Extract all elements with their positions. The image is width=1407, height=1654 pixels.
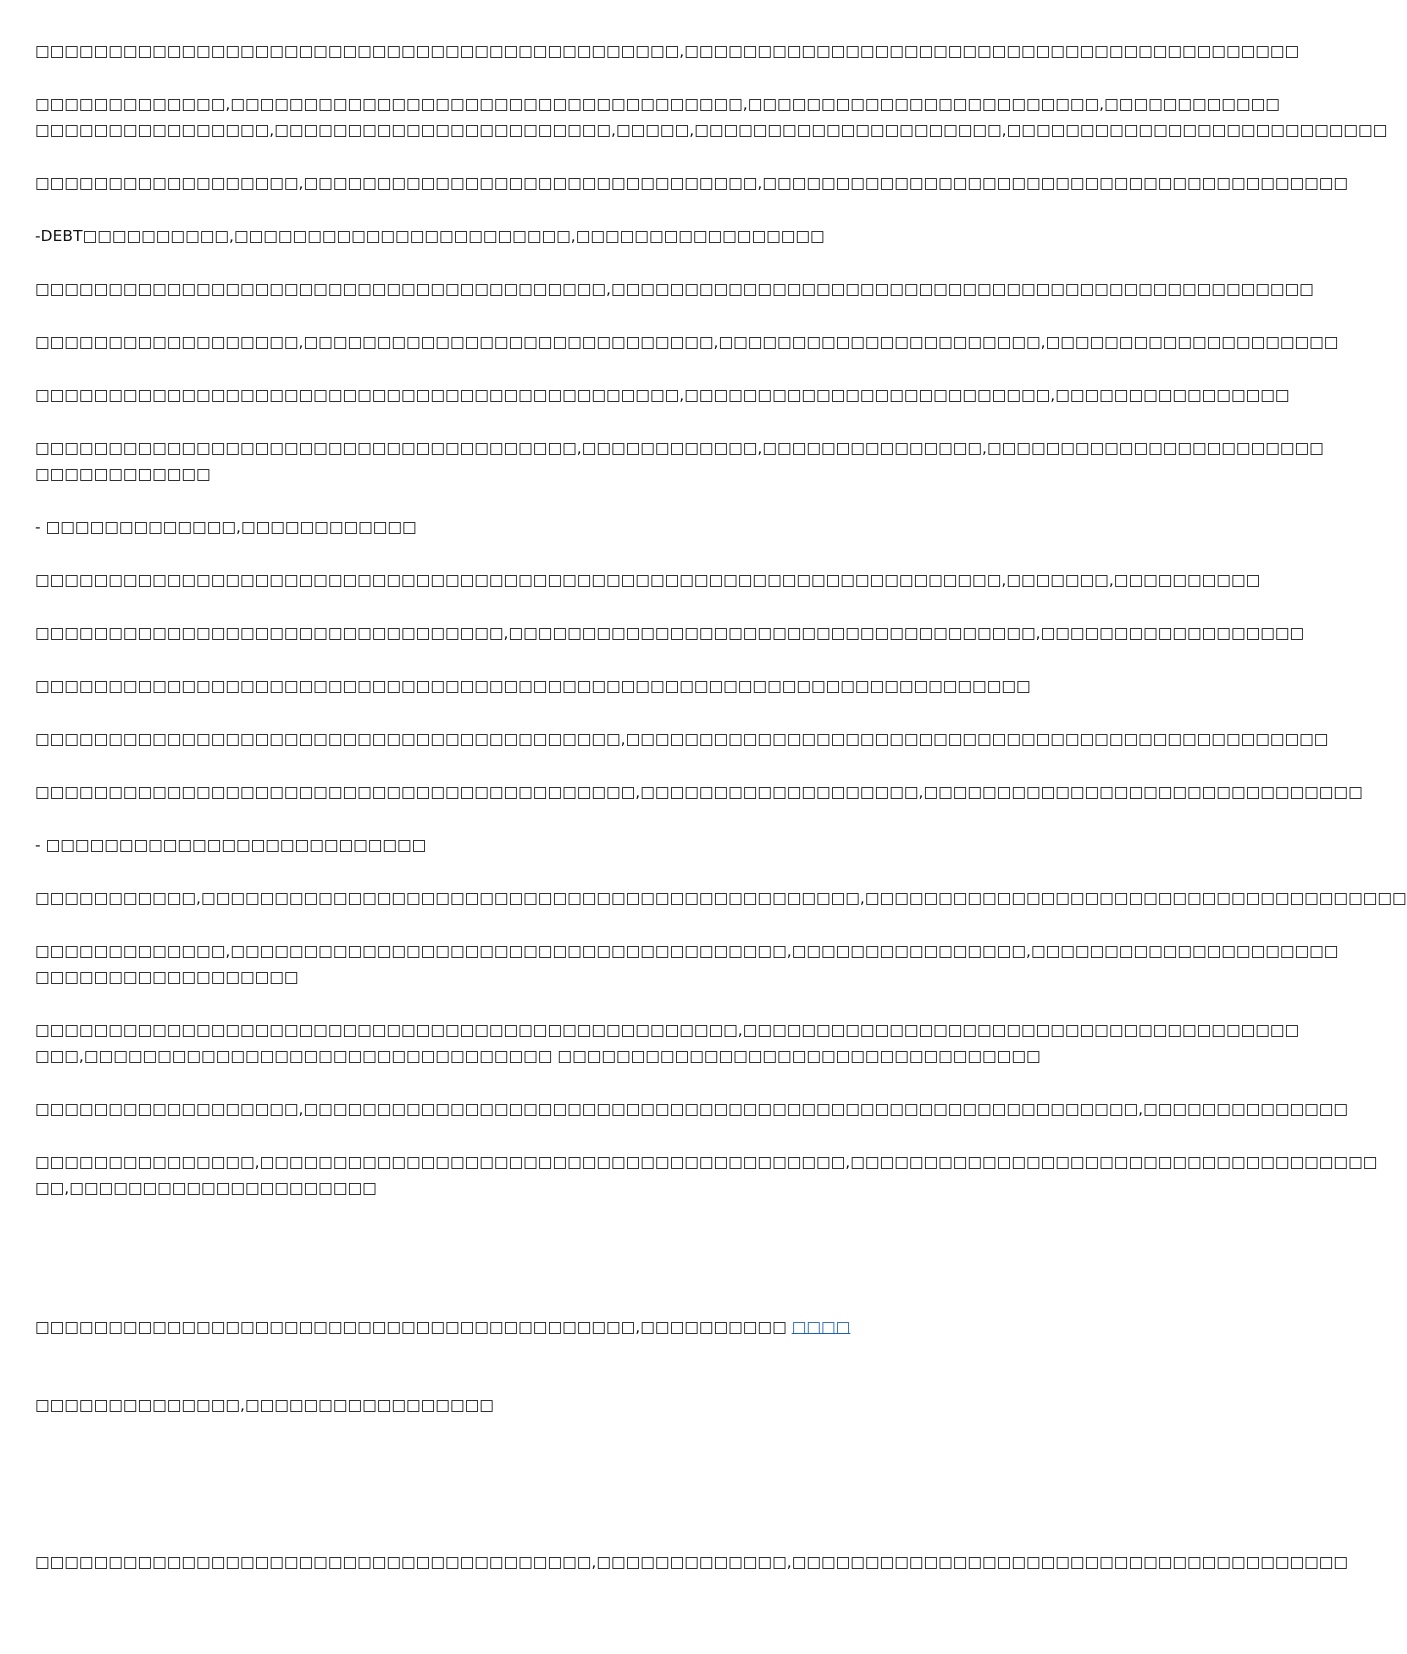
paragraph-line: □□□□□□□□□□□□□□□□,□□□□□□□□□□□□□□□□□□□□□□□,□□□□□,□□□□□□□□□□□□□□□□□□□□□,□□□□□□□□□□□□□□□□□□□□□□□□□□ [35, 121, 1388, 139]
paragraph [35, 382, 1290, 408]
paragraph-line: □□□□□□□□□□□□□□□□□□□□□□□□□□□□□□□□□□□□□□□,□□□□□□□□□□□□□□□□□□□□□□□□□□□□□□□□□□□□□□□□□□□□□□□□ [35, 280, 1314, 298]
paragraph [35, 1017, 1300, 1069]
paragraph [35, 1096, 1349, 1122]
paragraph [35, 726, 1329, 752]
paragraph-line: □□□□□□□□□□□□ [35, 465, 211, 483]
paragraph [35, 514, 990, 540]
paragraph [35, 673, 1031, 699]
paragraph [35, 329, 1339, 355]
paragraph [35, 567, 1261, 593]
last-paragraph [35, 1497, 1349, 1627]
paragraph-line: □□□□□□□□□□□□□□□□□□□□□□□□□□□□□□□□□□□□□□□□□□□□□□□□□□□□□□□□□□□□□□□□□□□□ [35, 677, 1031, 695]
paragraph-line: - □□□□□□□□□□□□□□□□□□□□□□□□□□ [35, 836, 427, 854]
paragraph-line: □□□□□□□□□□□□□,□□□□□□□□□□□□□□□□□□□□□□□□□□□□□□□□□□□,□□□□□□□□□□□□□□□□□□□□□□□□,□□□□□□□□□□□□ [35, 95, 1280, 113]
link-paragraph-line-2: □□□□□□□□□□□□□□,□□□□□□□□□□□□□□□□□ [35, 1396, 494, 1414]
paragraph [35, 276, 1314, 302]
link-paragraph-before: □□□□□□□□□□□□□□□□□□□□□□□□□□□□□□□□□□□□□□□□□,□□□□□□□□□□ [35, 1318, 792, 1336]
link-paragraph-line-1 [35, 1314, 990, 1340]
paragraph-line: - □□□□□□□□□□□□□,□□□□□□□□□□□□ [35, 518, 417, 536]
paragraph [35, 223, 990, 249]
paragraph-line: □□□□□□□□□□□□□□□□□□□□□□□□□□□□□□□□□□□□□□□□□□□□□□□□□□□□□□□□□□□□□□□□□□,□□□□□□□,□□□□□□□□□□ [35, 571, 1261, 589]
paragraph-line: □□□□□□□□□□□□□□□□□□□□□□□□□□□□□□□□□□□□□□□□,□□□□□□□□□□□□□□□□□□□□□□□□□□□□□□□□□□□□□□□□□□□□□□□□ [35, 730, 1329, 748]
paragraph [35, 170, 1349, 196]
paragraph-line: □□□□□□□□□□□□□□□□□□□□□□□□□□□□□□□□□□□□□,□□□□□□□□□□□□,□□□□□□□□□□□□□□□,□□□□□□□□□□□□□□□□□□□□□□□ [35, 439, 1324, 457]
document-body [35, 38, 1407, 1228]
document-tail [35, 1262, 1349, 1654]
paragraph-line: □□□□□□□□□□□□□,□□□□□□□□□□□□□□□□□□□□□□□□□□□□□□□□□□□□□□,□□□□□□□□□□□□□□□□,□□□□□□□□□□□□□□□□□□□□□ [35, 942, 1339, 960]
paragraph-line: □□□□□□□□□□□□□□□□□□,□□□□□□□□□□□□□□□□□□□□□□□□□□□□□□□,□□□□□□□□□□□□□□□□□□□□□□□□□□□□□□□□□□□□□□□□ [35, 174, 1349, 192]
paragraph [35, 38, 1300, 64]
paragraph-line: □□□□□□□□□□□□□□□□□□,□□□□□□□□□□□□□□□□□□□□□□□□□□□□,□□□□□□□□□□□□□□□□□□□□□□,□□□□□□□□□□□□□□□□□□□□ [35, 333, 1339, 351]
paragraph-line: □□,□□□□□□□□□□□□□□□□□□□□□ [35, 1179, 377, 1197]
link-paragraph [35, 1262, 990, 1470]
paragraph-line: □□□□□□□□□□□□□□□,□□□□□□□□□□□□□□□□□□□□□□□□□□□□□□□□□□□□□□□□,□□□□□□□□□□□□□□□□□□□□□□□□□□□□□□□□□□□□ [35, 1153, 1378, 1171]
paragraph [35, 620, 1305, 646]
paragraph [35, 885, 1407, 911]
paragraph [35, 832, 990, 858]
paragraph-line: □□□□□□□□□□□□□□□□□□,□□□□□□□□□□□□□□□□□□□□□□□□□□□□□□□□□□□□□□□□□□□□□□□□□□□□□□□□□,□□□□□□□□□□□□□□ [35, 1100, 1349, 1118]
paragraph [35, 779, 1363, 805]
paragraph [35, 435, 1324, 487]
paragraph-line: □□□□□□□□□□□□□□□□□□□□□□□□□□□□□□□□□□□□□□□□□□□□,□□□□□□□□□□□□□□□□□□□□□□□□□,□□□□□□□□□□□□□□□□ [35, 386, 1290, 404]
inline-link[interactable]: □□□□ [791, 1318, 851, 1336]
last-paragraph-line: □□□□□□□□□□□□□□□□□□□□□□□□□□□□□□□□□□□□□□,□□□□□□□□□□□□□,□□□□□□□□□□□□□□□□□□□□□□□□□□□□□□□□□□□□□□ [35, 1553, 1349, 1571]
paragraph [35, 938, 1339, 990]
paragraph-line: □□□,□□□□□□□□□□□□□□□□□□□□□□□□□□□□□□□□ □□□□□□□□□□□□□□□□□□□□□□□□□□□□□□□□□ [35, 1047, 1041, 1065]
paragraph-line: -DEBT□□□□□□□□□□,□□□□□□□□□□□□□□□□□□□□□□□,□□□□□□□□□□□□□□□□□ [35, 227, 825, 245]
paragraph-line: □□□□□□□□□□□□□□□□□□□□□□□□□□□□□□□□□□□□□□□□□,□□□□□□□□□□□□□□□□□□□,□□□□□□□□□□□□□□□□□□□□□□□□□□□□□□ [35, 783, 1363, 801]
paragraph-line: □□□□□□□□□□□□□□□□□□□□□□□□□□□□□□□□□□□□□□□□□□□□,□□□□□□□□□□□□□□□□□□□□□□□□□□□□□□□□□□□□□□□□□□ [35, 42, 1300, 60]
paragraph-line: □□□□□□□□□□□□□□□□□□□□□□□□□□□□□□□□□□□□□□□□□□□□□□□□,□□□□□□□□□□□□□□□□□□□□□□□□□□□□□□□□□□□□□□ [35, 1021, 1300, 1039]
paragraph [35, 1149, 1378, 1201]
paragraph-line: □□□□□□□□□□□,□□□□□□□□□□□□□□□□□□□□□□□□□□□□□□□□□□□□□□□□□□□□□,□□□□□□□□□□□□□□□□□□□□□□□□□□□□□□□□□□□□□ [35, 889, 1407, 907]
paragraph-line: □□□□□□□□□□□□□□□□□□ [35, 968, 299, 986]
paragraph [35, 91, 1388, 143]
paragraph-line: □□□□□□□□□□□□□□□□□□□□□□□□□□□□□□□□,□□□□□□□□□□□□□□□□□□□□□□□□□□□□□□□□□□□□,□□□□□□□□□□□□□□□□□□ [35, 624, 1305, 642]
